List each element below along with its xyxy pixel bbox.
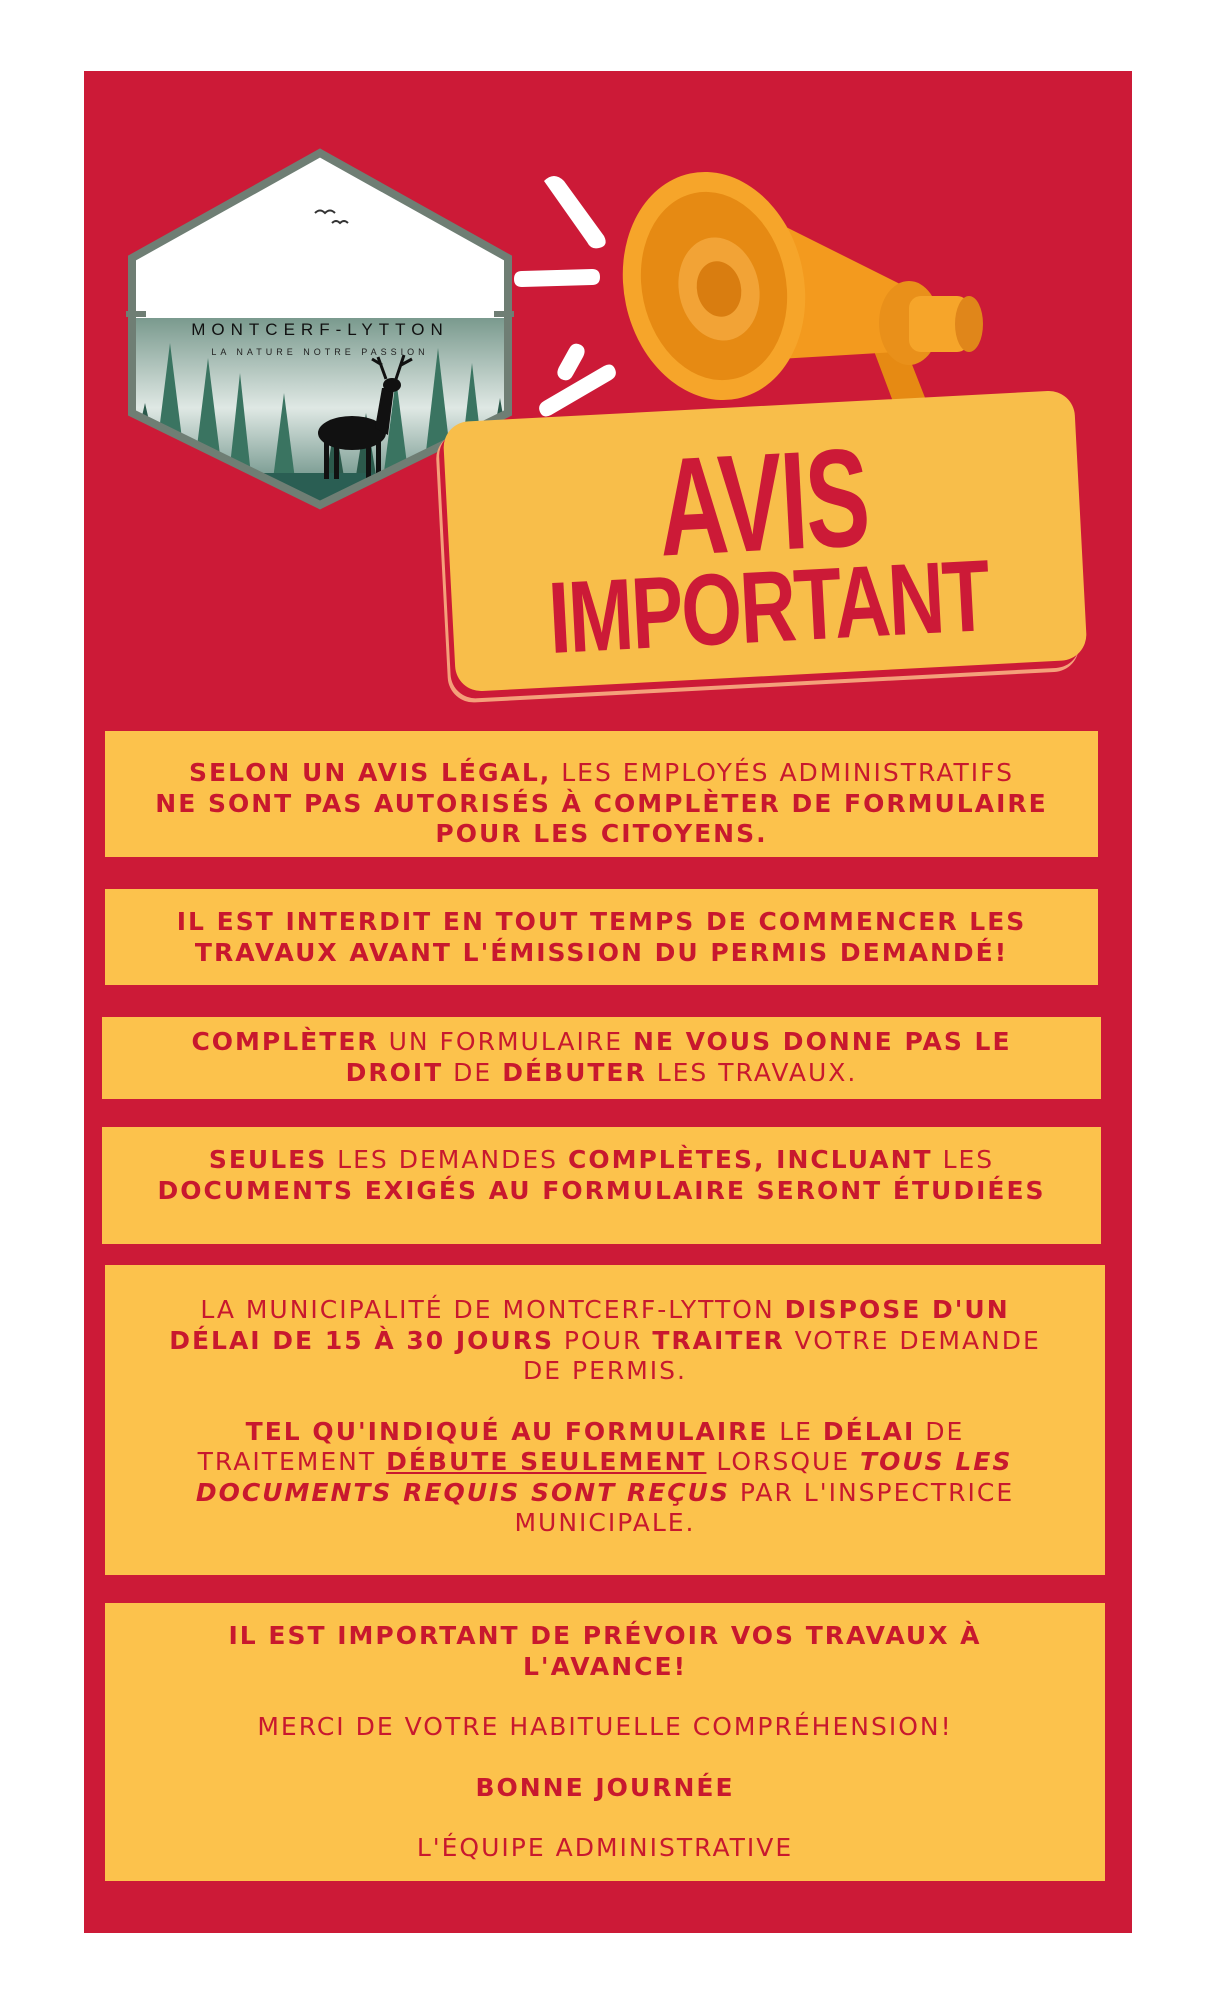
requests-seules: SEULES	[208, 1145, 328, 1174]
requests-les: LES	[932, 1145, 995, 1174]
logo-name: MONTCERF-LYTTON	[191, 320, 449, 339]
legal-employees: LES EMPLOYÉS ADMINISTRATIFS	[551, 758, 1014, 787]
form-ne-donne-pas: NE VOUS DONNE PAS LE	[632, 1027, 1012, 1056]
delay-votre-demande: VOTRE DEMANDE	[784, 1325, 1041, 1355]
delay-municipalite: LA MUNICIPALITÉ DE MONTCERF-LYTTON	[200, 1295, 785, 1324]
form-line2	[102, 1058, 1101, 1089]
notice-legal-line2: NE SONT PAS AUTORISÉS À COMPLÈTER DE FORMULAIRE	[155, 788, 1048, 818]
form-debuter: DÉBUTER	[502, 1057, 647, 1087]
delay-line4	[105, 1417, 1105, 1448]
notice-legal-line3: POUR LES CITOYENS.	[435, 819, 768, 848]
closing-line1: IL EST IMPORTANT DE PRÉVOIR VOS TRAVAUX À	[228, 1621, 982, 1650]
delay-line1	[105, 1295, 1105, 1326]
closing-greeting: BONNE JOURNÉE	[475, 1772, 735, 1802]
notice-closing-box	[105, 1603, 1105, 1881]
prohibition-line1: IL EST INTERDIT EN TOUT TEMPS DE COMMENCER LES	[176, 907, 1027, 936]
delay-documents-requis: DOCUMENTS REQUIS SONT REÇUS	[195, 1477, 730, 1507]
form-les-travaux: LES TRAVAUX.	[646, 1057, 858, 1087]
delay-line7: MUNICIPALE.	[514, 1508, 696, 1537]
requests-line2: DOCUMENTS EXIGÉS AU FORMULAIRE SERONT ÉTUDIÉES	[157, 1175, 1046, 1205]
avis-important-banner	[442, 390, 1087, 693]
legal-phrase: SELON UN AVIS LÉGAL,	[189, 758, 552, 787]
notice-prohibition-box	[105, 889, 1098, 985]
delay-lorsque: LORSQUE	[706, 1447, 861, 1476]
requests-completes: COMPLÈTES, INCLUANT	[568, 1145, 933, 1174]
form-line1	[102, 1027, 1101, 1058]
notice-legal-box	[105, 731, 1098, 857]
notice-complete-requests-box	[102, 1127, 1101, 1244]
delay-traiter: TRAITER	[652, 1325, 785, 1355]
delay-line6	[105, 1478, 1105, 1509]
closing-line2: L'AVANCE!	[523, 1651, 687, 1681]
delay-days: DÉLAI DE 15 À 30 JOURS	[169, 1325, 554, 1355]
logo-tagline: LA NATURE NOTRE PASSION	[211, 347, 429, 357]
form-completer: COMPLÈTER	[191, 1027, 379, 1056]
form-un-formulaire: UN FORMULAIRE	[378, 1027, 633, 1056]
delay-tel-quindique: TEL QU'INDIQUÉ AU FORMULAIRE	[245, 1416, 780, 1446]
requests-line1	[102, 1145, 1101, 1176]
prohibition-line2: TRAVAUX AVANT L'ÉMISSION DU PERMIS DEMANDÉ!	[194, 937, 1009, 967]
notice-form-box	[102, 1017, 1101, 1099]
delay-par-inspectrice: PAR L'INSPECTRICE	[729, 1477, 1015, 1507]
banner-title-important: IMPORTANT	[545, 537, 992, 676]
closing-signature: L'ÉQUIPE ADMINISTRATIVE	[416, 1833, 794, 1862]
notice-poster	[84, 71, 1132, 1933]
closing-thanks: MERCI DE VOTRE HABITUELLE COMPRÉHENSION!	[257, 1712, 953, 1741]
form-droit: DROIT	[345, 1057, 444, 1087]
requests-les-demandes: LES DEMANDES	[327, 1145, 568, 1174]
delay-debute-seulement: DÉBUTE SEULEMENT	[386, 1447, 707, 1476]
delay-dispose: DISPOSE D'UN	[784, 1295, 1010, 1324]
delay-le: LE	[779, 1416, 823, 1446]
delay-traitement: TRAITEMENT	[197, 1447, 387, 1476]
delay-line2	[105, 1326, 1105, 1357]
delay-de: DE	[915, 1416, 965, 1446]
delay-delai: DÉLAI	[822, 1416, 916, 1446]
form-de: DE	[443, 1057, 503, 1087]
banner-title-avis: AVIS	[654, 420, 872, 587]
delay-line3: DE PERMIS.	[523, 1356, 687, 1385]
notice-delay-box	[105, 1265, 1105, 1575]
delay-line5	[105, 1447, 1105, 1478]
notice-legal-line1	[105, 758, 1098, 789]
delay-tous-les: TOUS LES	[860, 1447, 1013, 1476]
delay-pour: POUR	[553, 1325, 653, 1355]
